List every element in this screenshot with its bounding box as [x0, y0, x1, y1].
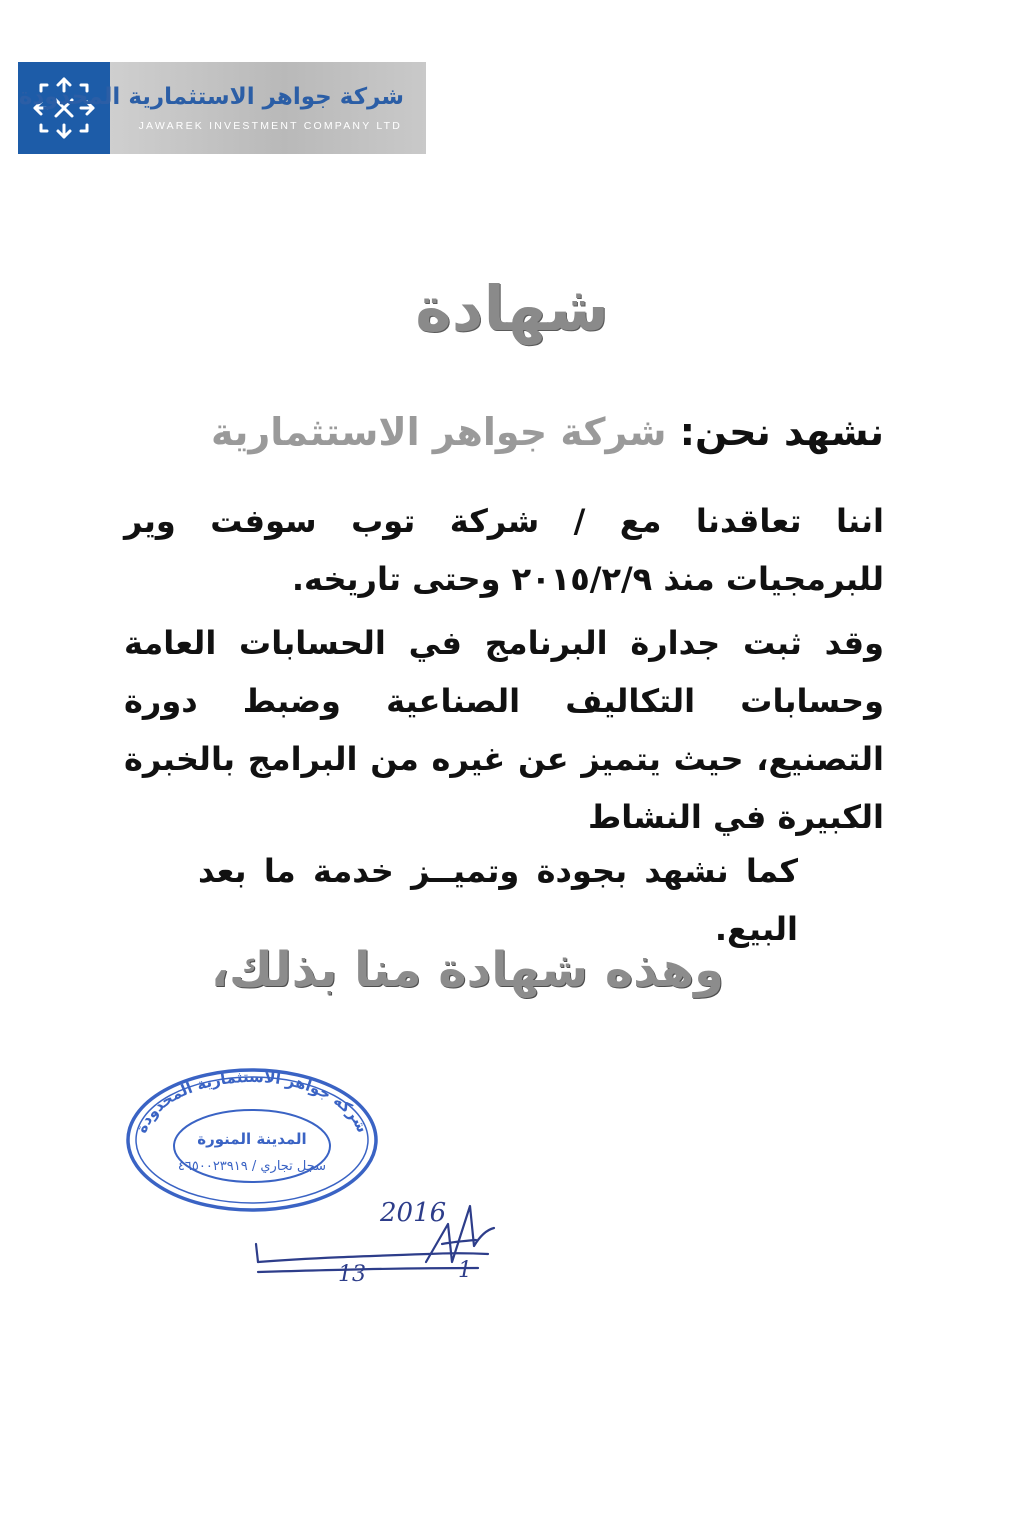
company-stamp [122, 1062, 382, 1212]
stamp-city: المدينة المنورة [197, 1130, 307, 1148]
signature-day: 13 [338, 1262, 366, 1287]
witness-prefix: نشهد نحن: [679, 410, 884, 454]
logo-name-band [18, 62, 426, 154]
program-quality-paragraph: وقد ثبت جدارة البرنامج في الحسابات العامة وحسابات التكاليف الصناعية وضبط دورة التصنيع، حيث يتميز عن غيره من البرامج بالخبرة الكبيرة في النشاط [124, 624, 884, 836]
signature-month: 1 [458, 1258, 472, 1283]
logo-company-name-ar: شركة جواهر الاستثمارية المحدودة [18, 84, 404, 110]
svg-text:شركة جواهر الاستثمارية المحدود [132, 1068, 372, 1136]
signature-year: 2016 [380, 1198, 447, 1228]
logo-company-name-en: JAWAREK INVESTMENT COMPANY LTD [138, 120, 402, 132]
stamp-registry: سجل تجاري / ٤٦٥٠٠٢٣٩١٩ [177, 1159, 327, 1174]
closing-statement: وهذه شهادة منا بذلك، [210, 942, 724, 998]
contract-paragraph: اننا تعاقدنا مع / شركة توب سوفت وير للبرمجيات منذ ٢٠١٥/٢/٩ وحتى تاريخه. [124, 502, 884, 598]
witness-company: شركة جواهر الاستثمارية [211, 410, 667, 454]
company-logo [18, 62, 426, 154]
certificate-title: شهادة [415, 272, 609, 345]
after-sales-paragraph: كما نشهد بجودة وتميــز خدمة ما بعد البيع. [198, 852, 798, 948]
stamp-outer-text: شركة جواهر الاستثمارية المحدودة [132, 1067, 372, 1136]
witness-line [124, 410, 884, 454]
